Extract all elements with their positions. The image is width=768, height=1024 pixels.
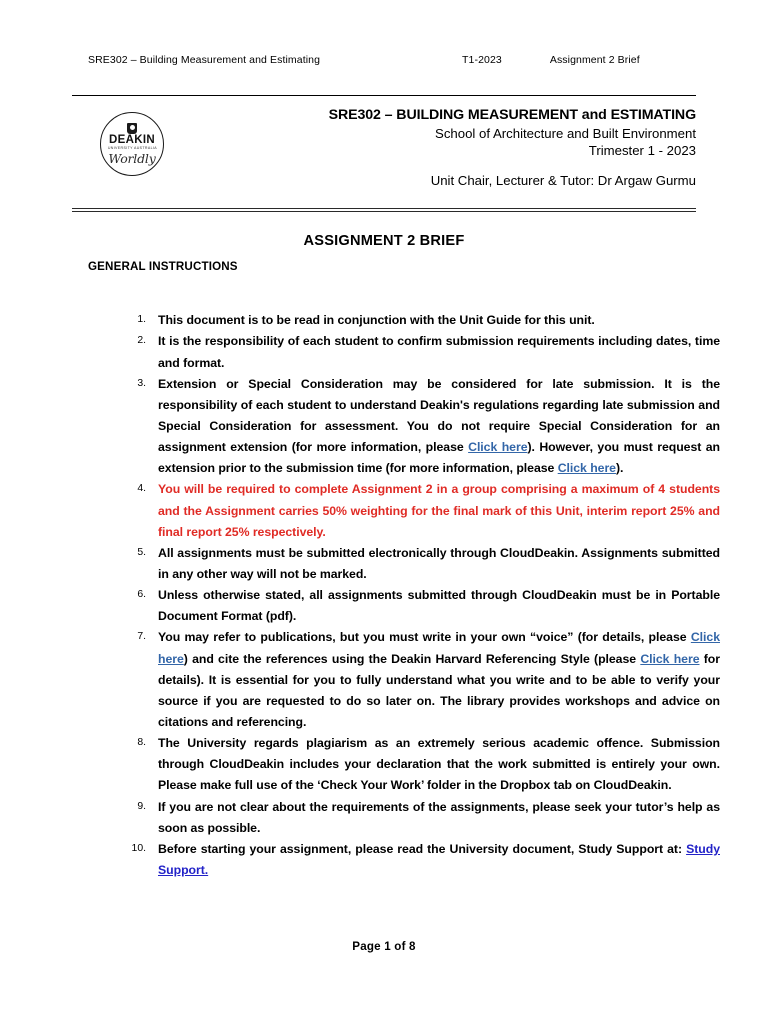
list-item xyxy=(128,374,720,480)
list-item-text xyxy=(158,627,720,733)
text-run: All assignments must be submitted electronically through CloudDeakin. Assignments submitted in any other way will not be marked. xyxy=(158,545,720,581)
text-run: You will be required to complete Assignment 2 in a group comprising a maximum of 4 students and the Assignment carries 50% weighting for the final mark of this Unit, interim report 25% and final report 25% respectively. xyxy=(158,482,720,539)
text-run: Unless otherwise stated, all assignments submitted through CloudDeakin must be in Portable Document Format (pdf). xyxy=(158,588,720,624)
list-item-text xyxy=(158,543,720,585)
list-item-number: 6. xyxy=(137,589,146,601)
unit-title-block xyxy=(216,106,696,189)
text-run: for details). It is essential for you to fully understand what you write and to be able to verify your source if you are requested to do so later on. The library provides workshops and advice on citations and referencing. xyxy=(158,651,721,729)
running-header-unit: SRE302 – Building Measurement and Estimating xyxy=(88,54,321,66)
page-title: ASSIGNMENT 2 BRIEF xyxy=(303,233,465,249)
text-run: It is the responsibility of each student to confirm submission requirements including dates, time and format. xyxy=(158,334,720,370)
unit-chair-line: Unit Chair, Lecturer & Tutor: Dr Argaw Gurmu xyxy=(430,172,696,188)
logo-wordmark: DEAKIN xyxy=(109,133,155,146)
running-header-brief: Assignment 2 Brief xyxy=(549,54,640,66)
list-item-number: 4. xyxy=(137,483,146,495)
text-run: The University regards plagiarism as an extremely serious academic offence. Submission through CloudDeakin includes your declaration that the work submitted is entirely your own. Please make full use of the ‘Check Your Work’ folder in the Dropbox tab on CloudDeakin. xyxy=(158,736,720,793)
list-item-text xyxy=(158,479,720,542)
running-header xyxy=(88,54,680,66)
text-run: ). However, you must request an extension prior to the submission time (for more information, please xyxy=(158,440,720,476)
list-item-text xyxy=(158,797,720,839)
page-footer: Page 1 of 8 xyxy=(352,940,416,953)
hyperlink[interactable]: Click here xyxy=(468,440,528,455)
school-name: School of Architecture and Built Environment xyxy=(435,125,696,141)
unit-code-title: SRE302 – BUILDING MEASUREMENT and ESTIMATING xyxy=(328,107,696,123)
text-run: If you are not clear about the requirements of the assignments, please seek your tutor’s help as soon as possible. xyxy=(158,799,720,835)
list-item-number: 3. xyxy=(137,377,146,389)
list-item xyxy=(128,310,720,331)
instructions-list xyxy=(88,310,720,881)
list-item xyxy=(128,479,720,542)
title-divider xyxy=(72,208,696,212)
logo-tagline: Worldly xyxy=(108,150,156,166)
hyperlink[interactable]: Click here xyxy=(640,651,700,666)
list-item-number: 1. xyxy=(137,314,146,326)
list-item-number: 8. xyxy=(137,737,146,749)
text-run: This document is to be read in conjunction with the Unit Guide for this unit. xyxy=(158,313,595,328)
list-item-number: 5. xyxy=(137,546,146,558)
list-item xyxy=(128,797,720,839)
list-item-text xyxy=(158,733,720,796)
logo-circle xyxy=(100,112,164,176)
list-item-text xyxy=(158,585,720,627)
list-item-number: 7. xyxy=(137,631,146,643)
text-run: ) and cite the references using the Deakin Harvard Referencing Style (please xyxy=(183,651,641,666)
list-item-text xyxy=(158,310,720,331)
list-item xyxy=(128,543,720,585)
list-item-text xyxy=(158,839,720,881)
title-band xyxy=(72,106,696,194)
logo-subtitle: UNIVERSITY AUSTRALIA xyxy=(107,146,157,151)
text-run: Extension or Special Consideration may be considered for late submission. It is the responsibility of each student to understand Deakin's regulations regarding late submission and Special Consideration for assessment. You do not require Special Consideration for an assignment extension (for more information, please xyxy=(158,376,720,455)
text-run: ). xyxy=(615,461,624,476)
list-item xyxy=(128,627,720,733)
list-item xyxy=(128,839,720,881)
list-item-text xyxy=(158,374,720,480)
hyperlink[interactable]: Click here xyxy=(158,630,720,666)
hyperlink[interactable]: Study Support. xyxy=(158,841,720,877)
list-item-number: 2. xyxy=(137,335,146,347)
list-item-text xyxy=(158,331,720,373)
trimester-label: Trimester 1 - 2023 xyxy=(588,143,696,159)
text-run: You may refer to publications, but you must write in your own “voice” (for details, please xyxy=(158,630,691,645)
header-divider xyxy=(72,95,696,96)
text-run: Before starting your assignment, please read the University document, Study Support at: xyxy=(158,841,687,856)
list-item-number: 9. xyxy=(137,800,146,812)
list-item xyxy=(128,733,720,796)
crest-icon xyxy=(127,123,137,134)
list-item xyxy=(128,331,720,373)
list-item-number: 10. xyxy=(131,842,146,854)
deakin-logo xyxy=(100,112,168,180)
running-header-term: T1-2023 xyxy=(462,54,502,66)
hyperlink[interactable]: Click here xyxy=(557,461,616,476)
list-item xyxy=(128,585,720,627)
section-heading: GENERAL INSTRUCTIONS xyxy=(88,260,238,273)
